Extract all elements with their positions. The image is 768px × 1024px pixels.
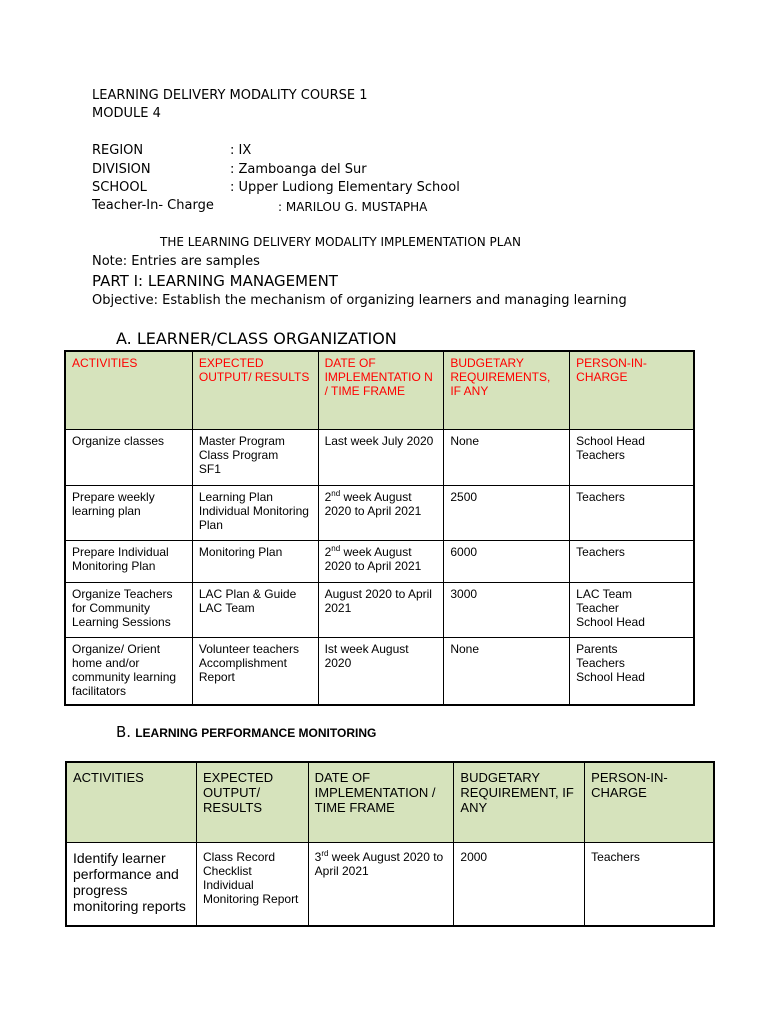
output-cell: Volunteer teachers Accomplishment Report [192, 637, 318, 705]
person-cell: Parents Teachers School Head [570, 637, 694, 705]
division-value: : Zamboanga del Sur [230, 162, 367, 177]
person-cell: Teachers [585, 842, 714, 926]
date-suffix: rd [321, 848, 329, 858]
person-cell: Teachers [570, 485, 694, 540]
date-text: August 2020 to April 2021 [324, 586, 432, 615]
date-text: week August 2020 to April 2021 [324, 489, 422, 518]
teacher-label: Teacher-In- Charge [92, 198, 214, 213]
output-cell: LAC Plan & Guide LAC Team [192, 582, 318, 637]
activity-cell: Identify learner performance and progress monitoring reports [66, 842, 197, 926]
table-header-row [66, 762, 714, 842]
objective-text: Establish the mechanism of organizing learners and managing learning [162, 293, 627, 308]
header-budget: BUDGETARY REQUIREMENTS, IF ANY [444, 351, 570, 429]
section-b-name: LEARNING PERFORMANCE MONITORING [135, 726, 377, 740]
date-cell [308, 842, 454, 926]
date-suffix: nd [331, 488, 341, 498]
date-cell [318, 485, 444, 540]
output-cell: Monitoring Plan [192, 540, 318, 582]
date-cell [318, 582, 444, 637]
date-cell [318, 637, 444, 705]
budget-cell: None [444, 429, 570, 485]
section-b-title [116, 723, 376, 743]
activity-cell: Organize/ Orient home and/or community learning facilitators [65, 637, 192, 705]
division-label: DIVISION [92, 162, 151, 177]
header-expected-output: EXPECTED OUTPUT/ RESULTS [197, 762, 309, 842]
plan-title: THE LEARNING DELIVERY MODALITY IMPLEMENTATION PLAN [160, 235, 521, 249]
header-person: PERSON-IN-CHARGE [585, 762, 714, 842]
header-date: DATE OF IMPLEMENTATION / TIME FRAME [308, 762, 454, 842]
date-ordinal: 2 [324, 489, 332, 504]
activity-cell: Organize Teachers for Community Learning Sessions [65, 582, 192, 637]
table-row [65, 637, 694, 705]
date-cell [318, 540, 444, 582]
activity-cell: Prepare weekly learning plan [65, 485, 192, 540]
course-title: LEARNING DELIVERY MODALITY COURSE 1 [92, 88, 368, 103]
table-row [65, 582, 694, 637]
person-cell: LAC Team Teacher School Head [570, 582, 694, 637]
activity-cell: Prepare Individual Monitoring Plan [65, 540, 192, 582]
table-row [65, 429, 694, 485]
header-activities: ACTIVITIES [66, 762, 197, 842]
date-text: Last week July 2020 [324, 433, 434, 448]
table-row [66, 842, 714, 926]
date-text: Ist week August 2020 [324, 641, 409, 670]
activity-cell: Organize classes [65, 429, 192, 485]
date-cell [318, 429, 444, 485]
output-cell: Learning Plan Individual Monitoring Plan [192, 485, 318, 540]
person-cell: School Head Teachers [570, 429, 694, 485]
learner-organization-table [64, 350, 695, 706]
note-text: Note: Entries are samples [92, 254, 260, 269]
budget-cell: 3000 [444, 582, 570, 637]
output-cell: Master Program Class Program SF1 [192, 429, 318, 485]
date-text: week August 2020 to April 2021 [314, 849, 444, 878]
budget-cell: None [444, 637, 570, 705]
part-prefix: PART I: [92, 272, 148, 290]
budget-cell: 2500 [444, 485, 570, 540]
part-title [92, 272, 338, 290]
table-header-row [65, 351, 694, 429]
date-ordinal: 2 [324, 544, 332, 559]
school-label: SCHOOL [92, 180, 147, 195]
header-budget: BUDGETARY REQUIREMENT, IF ANY [454, 762, 585, 842]
header-expected-output: EXPECTED OUTPUT/ RESULTS [192, 351, 318, 429]
header-date: DATE OF IMPLEMENTATIO N / TIME FRAME [318, 351, 444, 429]
date-text: week August 2020 to April 2021 [324, 544, 422, 573]
table-row [65, 540, 694, 582]
objective-label: Objective: [92, 293, 163, 308]
region-value: : IX [230, 143, 252, 158]
header-activities: ACTIVITIES [65, 351, 192, 429]
table-row [65, 485, 694, 540]
output-cell: Class Record Checklist Individual Monitoring Report [197, 842, 309, 926]
section-a-title: A. LEARNER/CLASS ORGANIZATION [116, 329, 397, 348]
part-name: LEARNING MANAGEMENT [147, 272, 338, 290]
school-value: : Upper Ludiong Elementary School [230, 180, 460, 195]
objective [92, 293, 627, 308]
performance-monitoring-table [65, 761, 715, 927]
module-label: MODULE 4 [92, 106, 161, 121]
budget-cell: 6000 [444, 540, 570, 582]
date-ordinal: 3 [314, 849, 322, 864]
person-cell: Teachers [570, 540, 694, 582]
teacher-value: : MARILOU G. MUSTAPHA [278, 200, 428, 214]
section-b-letter: B. [116, 723, 132, 741]
budget-cell: 2000 [454, 842, 585, 926]
region-label: REGION [92, 143, 144, 158]
date-suffix: nd [331, 543, 341, 553]
header-person: PERSON-IN-CHARGE [570, 351, 694, 429]
